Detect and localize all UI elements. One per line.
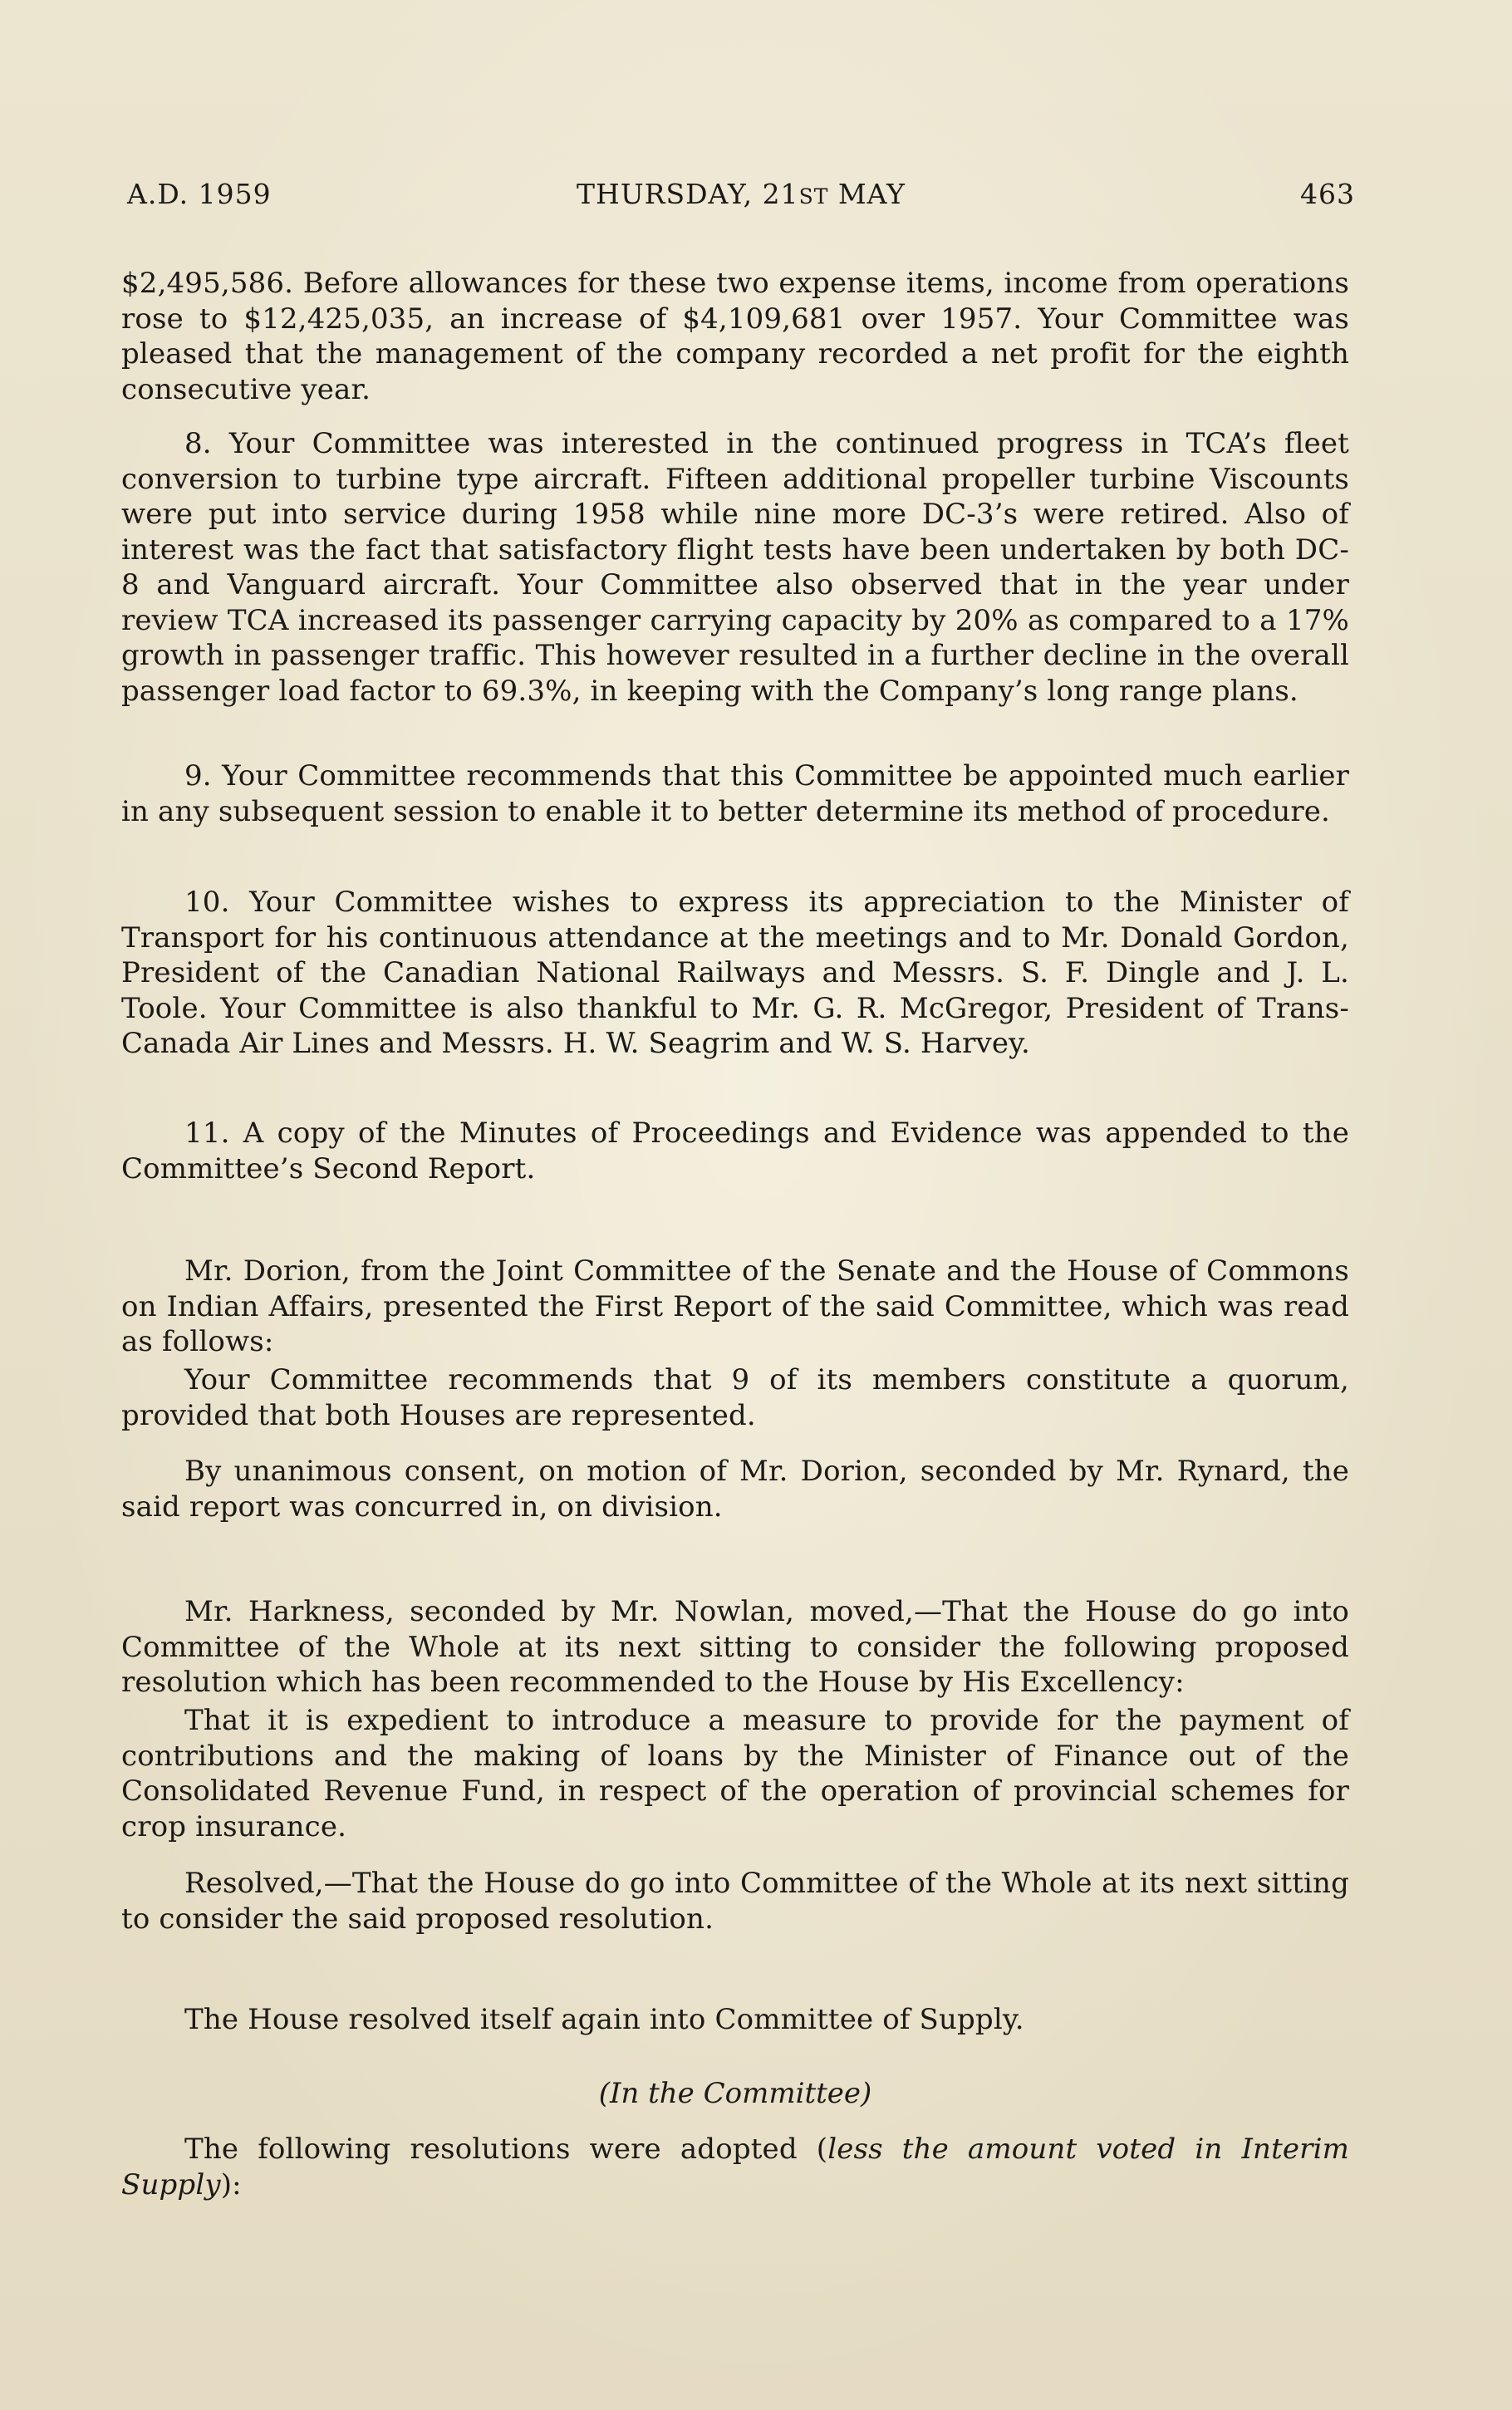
paragraph-10: 10. Your Committee wishes to express its appreciation to the Minister of Transport for his continuous attendance at the meetings and to Mr. Donald Gordon, President of the Canadian National Railways and Messrs. S. F. Dingle and J. L. Toole. Your Committee is also thankful to Mr. G. R. McGregor, President of Trans-Canada Air Lines and Messrs. H. W. Seagrim and W. S. Harvey. (121, 886, 1349, 1060)
header-day: THURSDAY, 21 (577, 178, 799, 210)
paragraph-resolutions-adopted (121, 2132, 1349, 2202)
paragraph-quorum: Your Committee recommends that 9 of its members constitute a quorum, provided that both Houses are represented. (121, 1363, 1349, 1432)
resolutions-adopted-text: The following resolutions were adopted ( (184, 2133, 828, 2166)
paragraph-harkness-motion: Mr. Harkness, seconded by Mr. Nowlan, moved,—That the House do go into Committee of the Whole at its next sitting to consider the following proposed resolution which has been recommended to the House by His Excellency: (121, 1595, 1349, 1699)
paragraph-8: 8. Your Committee was interested in the continued progress in TCA’s fleet conversion to turbine type aircraft. Fifteen additional propeller turbine Viscounts were put into service during 1958 while nine more DC-3’s were retired. Also of interest was the fact that satisfactory flight tests have been undertaken by both DC-8 and Vanguard aircraft. Your Committee also observed that in the year under review TCA increased its passenger carrying capacity by 20% as compared to a 17% growth in passenger traffic. This however resulted in a further decline in the overall passenger load factor to 69.3%, in keeping with the Company’s long range plans. (121, 427, 1349, 708)
paragraph-continuation: $2,495,586. Before allowances for these two expense items, income from operations rose to $12,425,035, an increase of $4,109,681 over 1957. Your Committee was pleased that the management of the company recorded a net profit for the eighth consecutive year. (121, 267, 1349, 406)
resolutions-adopted-end: ): (220, 2167, 242, 2201)
paragraph-9: 9. Your Committee recommends that this Committee be appointed much earlier in any subsequent session to enable it to better determine its method of procedure. (121, 759, 1349, 828)
paragraph-resolved: Resolved,—That the House do go into Committee of the Whole at its next sitting to consider the said proposed resolution. (121, 1867, 1349, 1936)
header-ordinal: ST (798, 184, 829, 209)
header-year: A.D. 1959 (127, 178, 272, 210)
paragraph-11: 11. A copy of the Minutes of Proceedings and Evidence was appended to the Committee’s Second Report. (121, 1117, 1349, 1185)
interim-supply-italic: less the amount voted in Interim Supply (121, 2133, 1349, 2201)
paragraph-dorion-report: Mr. Dorion, from the Joint Committee of the Senate and the House of Commons on Indian Affairs, presented the First Report of the said Committee, which was read as follows: (121, 1254, 1349, 1358)
running-header (127, 178, 1355, 218)
paragraph-resolution-text: That it is expedient to introduce a measure to provide for the payment of contributions and the making of loans by the Minister of Finance out of the Consolidated Revenue Fund, in respect of the operation of provincial schemes for crop insurance. (121, 1704, 1349, 1843)
header-month: MAY (837, 178, 906, 210)
header-date (127, 178, 1355, 210)
page-number: 463 (1300, 178, 1355, 210)
paragraph-concurrence: By unanimous consent, on motion of Mr. Dorion, seconded by Mr. Rynard, the said report was concurred in, on division. (121, 1455, 1349, 1524)
in-the-committee-heading: (In the Committee) (598, 2077, 872, 2110)
paragraph-committee-of-supply: The House resolved itself again into Committee of Supply. (184, 2003, 1024, 2036)
